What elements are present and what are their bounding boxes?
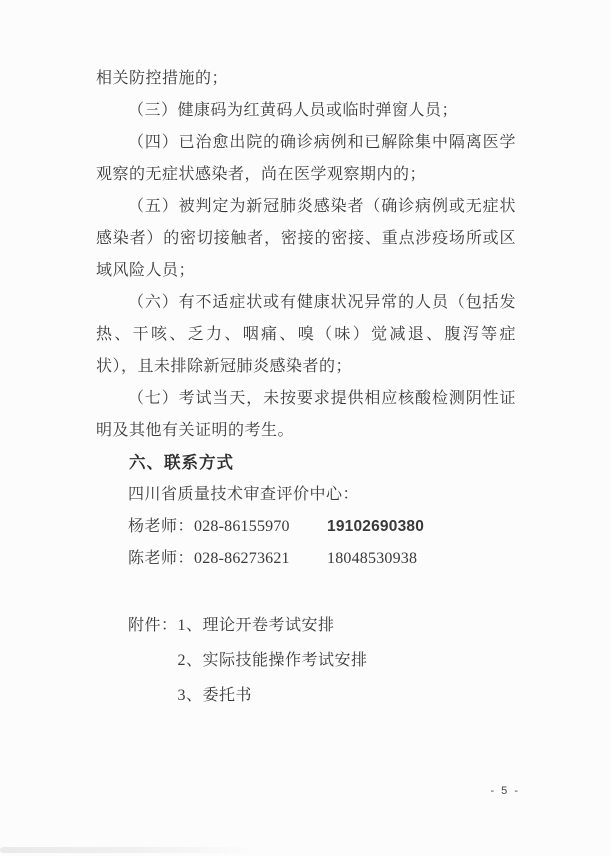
contact-yang-label: 杨老师： <box>128 518 195 535</box>
attachment-item-1: 1、理论开卷考试安排 <box>177 617 335 634</box>
paragraph-clause-5: （五）被判定为新冠肺炎感染者（确诊病例或无症状感染者）的密切接触者，密接的密接、重点涉疫场所或区域风险人员； <box>96 198 516 279</box>
scan-artifact-smudge <box>0 847 255 853</box>
attachments-list <box>178 608 368 713</box>
paragraph-continuation: 相关防控措施的； <box>96 70 229 87</box>
contact-row-yang <box>128 511 516 543</box>
paragraph-clause-6: （六）有不适症状或有健康状况异常的人员（包括发热、干咳、乏力、咽痛、嗅（味）觉减退、腹泻等症状），且未排除新冠肺炎感染者的； <box>96 294 516 375</box>
contact-yang-landline <box>128 511 327 543</box>
document-body <box>96 63 516 713</box>
contact-org-name: 四川省质量技术审查评价中心： <box>128 486 360 503</box>
attachments-block <box>128 608 516 713</box>
section-heading-contact: 六、联系方式 <box>129 454 234 472</box>
contact-chen-phone: 028-86273621 <box>194 550 290 567</box>
attachments-label: 附件： <box>128 617 178 634</box>
contact-yang-mobile: 19102690380 <box>327 518 425 535</box>
attachment-item-2: 2、实际技能操作考试安排 <box>177 652 368 669</box>
contact-chen-mobile: 18048530938 <box>327 550 418 567</box>
paragraph-clause-7: （七）考试当天，未按要求提供相应核酸检测阴性证明及其他有关证明的考生。 <box>96 390 516 439</box>
paragraph-clause-3: （三）健康码为红黄码人员或临时弹窗人员； <box>128 102 459 119</box>
page-number: - 5 - <box>490 785 520 797</box>
contact-chen-label: 陈老师： <box>128 550 195 567</box>
paragraph-clause-4: （四）已治愈出院的确诊病例和已解除集中隔离医学观察的无症状感染者，尚在医学观察期内的； <box>96 134 516 183</box>
attachment-item-3: 3、委托书 <box>177 687 253 704</box>
contact-chen-landline <box>128 543 327 575</box>
contact-row-chen <box>128 543 516 575</box>
contact-yang-phone: 028-86155970 <box>194 518 290 535</box>
